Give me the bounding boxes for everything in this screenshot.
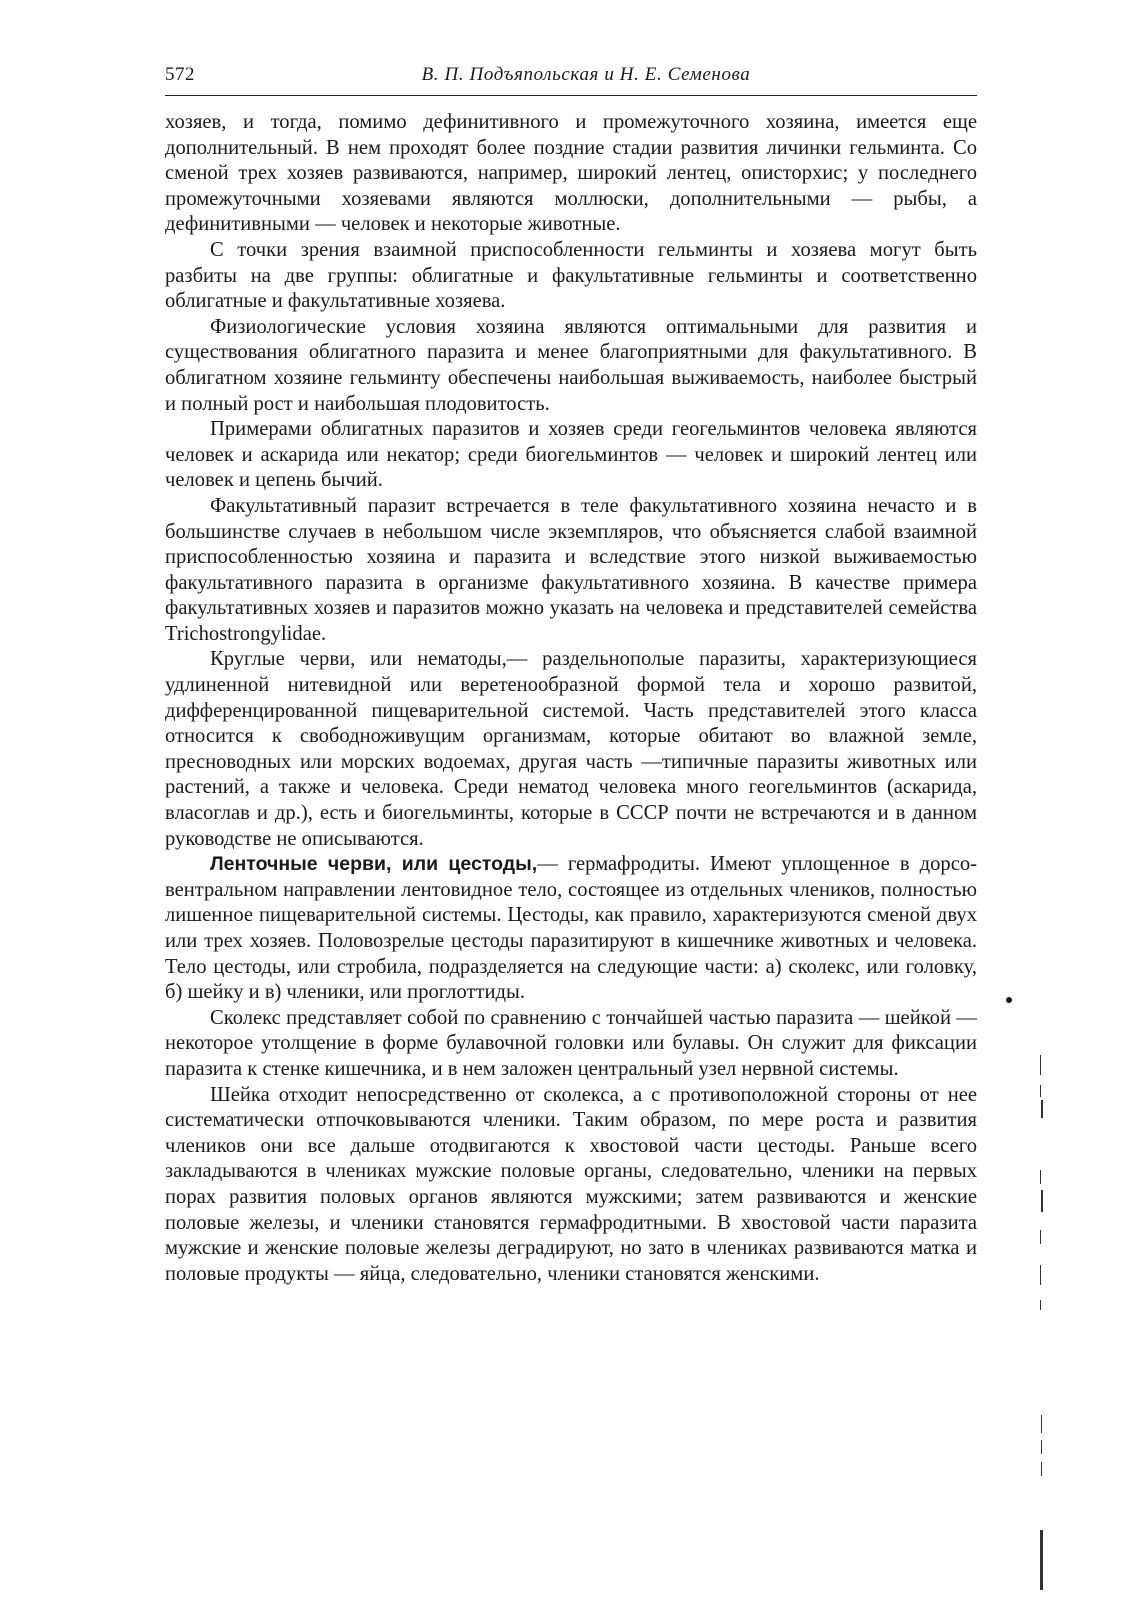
margin-mark bbox=[1041, 1190, 1043, 1212]
margin-dot bbox=[1006, 997, 1012, 1003]
margin-mark bbox=[1040, 1300, 1041, 1310]
margin-mark bbox=[1040, 1265, 1041, 1285]
margin-mark bbox=[1040, 1085, 1041, 1097]
running-head: В. П. Подъяпольская и Н. Е. Семенова bbox=[421, 64, 751, 85]
margin-mark bbox=[1041, 1462, 1042, 1476]
margin-mark bbox=[1041, 1100, 1043, 1118]
margin-mark bbox=[1040, 1530, 1043, 1590]
paragraph-6: Круглые черви, или нематоды,— раздельнополые паразиты, характеризующиеся удлиненной нитевидной или веретенообразной формой тела и хорошо развитой, дифференцированной пищеварительной системой. Часть представителей этого класса относится к свободноживущим организмам, которые обитают во влажной земле, пресноводных или морских водоемах, другая часть —типичные паразиты животных или растений, а также и человека. Среди нематод человека много геогельминтов (аскарида, власоглав и др.), есть и биогельминты, которые в СССР почти не встречаются и в данном руководстве не описываются. bbox=[165, 648, 977, 850]
paragraph-5: Факультативный паразит встречается в теле факультативного хозяина нечасто и в большинстве случаев в небольшом числе экземпляров, что объясняется слабой взаимной приспособленностью хозяина и паразита и вследствие этого низкой выживаемостью факультативного паразита в организме факультативного хозяина. В качестве примера факультативных хозяев и паразитов можно указать на человека и представителей семейства Trichostrongylidae. bbox=[165, 494, 977, 645]
page-header bbox=[165, 64, 977, 92]
paragraph-7 bbox=[165, 852, 977, 1006]
header-rule bbox=[165, 95, 977, 96]
section-lead-term: Ленточные черви, или цестоды, bbox=[210, 853, 538, 876]
paragraph-8: Сколекс представляет собой по сравнению с тончайшей частью паразита — шейкой — некоторое утолщение в форме булавочной головки или булавы. Он служит для фиксации паразита к стенке кишечника, и в нем заложен центральный узел нервной системы. bbox=[165, 1006, 977, 1080]
paragraph-9: Шейка отходит непосредственно от сколекса, а с противоположной стороны от нее систематически отпочковываются членики. Таким образом, по мере роста и развития члеников они все дальше отодвигаются к хвостовой части цестоды. Раньше всего закладываются в члениках мужские половые органы, следовательно, членики на первых порах развития половых органов являются мужскими; затем развиваются и женские половые железы, и членики становятся гермафродитными. В хвостовой части паразита мужские и женские половые железы деградируют, но зато в члениках развиваются матка и половые продукты — яйца, следовательно, членики становятся женскими. bbox=[165, 1083, 977, 1285]
margin-mark bbox=[1040, 1230, 1041, 1244]
paragraph-7-text: — гермафродиты. Имеют уплощенное в дорсо-вентральном направлении лентовидное тело, состоящее из отдельных члеников, полностью лишенное пищеварительной системы. Цестоды, как правило, характеризуются сменой двух или трех хозяев. Половозрелые цестоды паразитируют в кишечнике животных и человека. Тело цестоды, или стробила, подразделяется на следующие части: а) сколекс, или головку, б) шейку и в) членики, или проглоттиды. bbox=[165, 853, 977, 1004]
margin-mark bbox=[1040, 1170, 1041, 1184]
margin-mark bbox=[1040, 1055, 1041, 1075]
margin-mark bbox=[1041, 1440, 1042, 1454]
margin-mark bbox=[1041, 1415, 1042, 1433]
page-number: 572 bbox=[165, 64, 195, 85]
paragraph-4: Примерами облигатных паразитов и хозяев среди геогельминтов человека являются человек и аскарида или некатор; среди биогельминтов — человек и широкий лентец или человек и цепень бычий. bbox=[165, 418, 977, 492]
paragraph-2: С точки зрения взаимной приспособленности гельминты и хозяева могут быть разбиты на две группы: облигатные и факультативные гельминты и соответственно облигатные и факультативные хозяева. bbox=[165, 238, 977, 313]
body-text bbox=[165, 110, 977, 1287]
paragraph-3: Физиологические условия хозяина являются оптимальными для развития и существования облигатного паразита и менее благоприятными для факультативного. В облигатном хозяине гельминту обеспечены наибольшая выживаемость, наиболее быстрый и полный рост и наибольшая плодовитость. bbox=[165, 315, 977, 415]
paragraph-1: хозяев, и тогда, помимо дефинитивного и промежуточного хозяина, имеется еще дополнительный. В нем проходят более поздние стадии развития личинки гельминта. Со сменой трех хозяев развиваются, например, широкий лентец, описторхис; у последнего промежуточными хозяевами являются моллюски, дополнительными — рыбы, а дефинитивными — человек и некоторые животные. bbox=[165, 111, 977, 236]
